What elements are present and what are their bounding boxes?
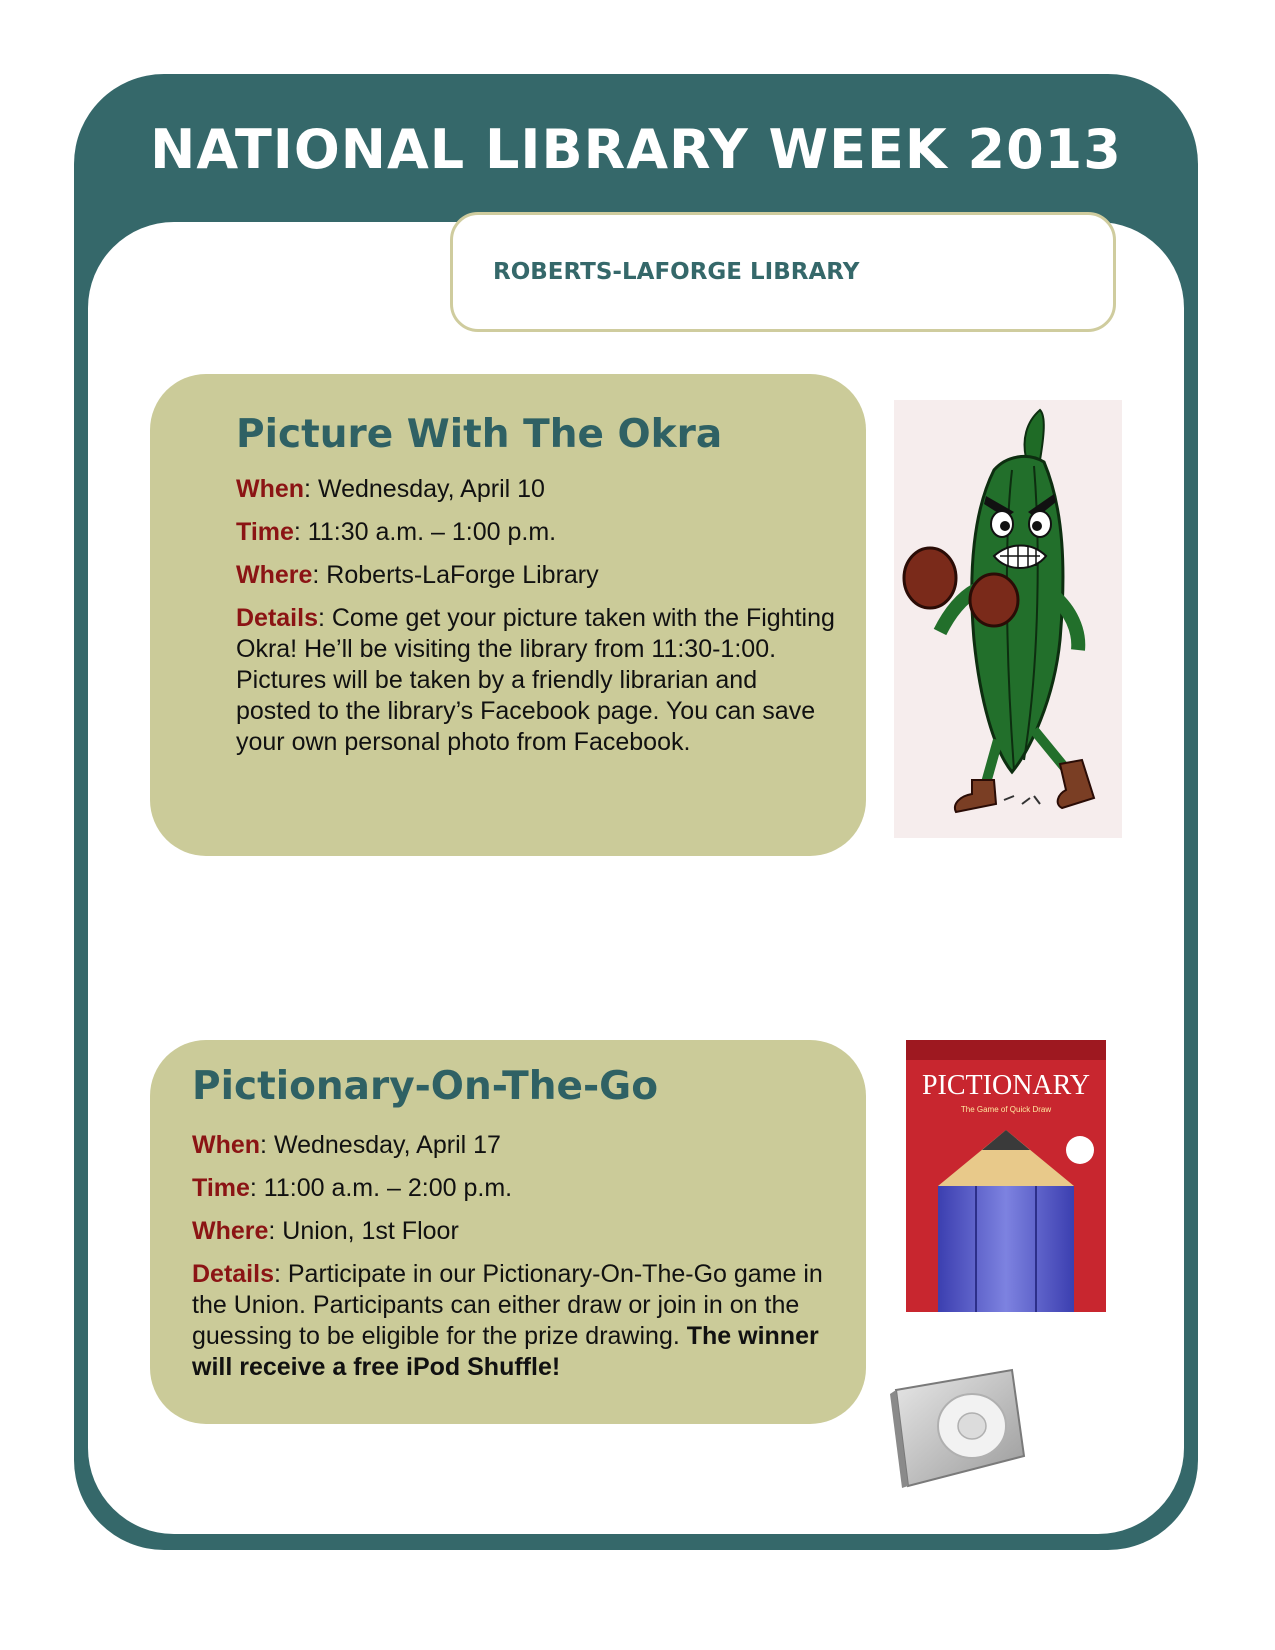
event-title: Pictionary-On-The-Go (192, 1064, 658, 1109)
details-value: : Participate in our Pictionary-On-The-Go game in the Union. Participants can either draw or join in on the guessing to be eligible for the prize drawing. (192, 1260, 823, 1350)
time-value: : 11:30 a.m. – 1:00 p.m. (293, 518, 557, 546)
when-label: When (192, 1131, 261, 1159)
details-label: Details (236, 604, 318, 632)
details-value: : Come get your picture taken with the Fighting Okra! He’ll be visiting the library from 11:30-1:00. Pictures will be taken by a friendly librarian and posted to the library’s Facebook page. You can save your own personal photo from Facebook. (236, 604, 835, 756)
ipod-shuffle-image (888, 1364, 1034, 1492)
where-value: : Roberts-LaForge Library (312, 561, 599, 589)
event-time (192, 1173, 852, 1204)
event-card-pictionary (150, 1040, 866, 1424)
pictionary-box-title: PICTIONARY (921, 1070, 1091, 1101)
event-time (236, 517, 836, 548)
event-where (192, 1216, 852, 1247)
where-label: Where (236, 561, 313, 589)
library-name: ROBERTS-LAFORGE LIBRARY (493, 259, 860, 285)
event-where (236, 560, 836, 591)
event-when (236, 474, 836, 505)
prize-announcement: The winner will receive a free iPod Shuffle! (192, 1322, 819, 1381)
when-value: : Wednesday, April 10 (304, 475, 545, 503)
okra-mascot-image (894, 400, 1122, 838)
when-label: When (236, 475, 305, 503)
where-label: Where (192, 1217, 269, 1245)
pictionary-box-image (906, 1040, 1106, 1312)
event-details (192, 1130, 852, 1395)
pictionary-box-subtitle: The Game of Quick Draw (960, 1105, 1052, 1114)
time-label: Time (236, 518, 294, 546)
page-title: NATIONAL LIBRARY WEEK 2013 (150, 118, 1122, 181)
event-description (192, 1259, 852, 1383)
time-label: Time (192, 1174, 250, 1202)
event-title: Picture With The Okra (236, 412, 723, 457)
where-value: : Union, 1st Floor (268, 1217, 459, 1245)
details-label: Details (192, 1260, 274, 1288)
event-card-okra (150, 374, 866, 856)
library-name-box (450, 212, 1116, 332)
event-when (192, 1130, 852, 1161)
event-description (236, 603, 836, 758)
time-value: : 11:00 a.m. – 2:00 p.m. (249, 1174, 513, 1202)
event-details (236, 474, 836, 770)
when-value: : Wednesday, April 17 (260, 1131, 501, 1159)
